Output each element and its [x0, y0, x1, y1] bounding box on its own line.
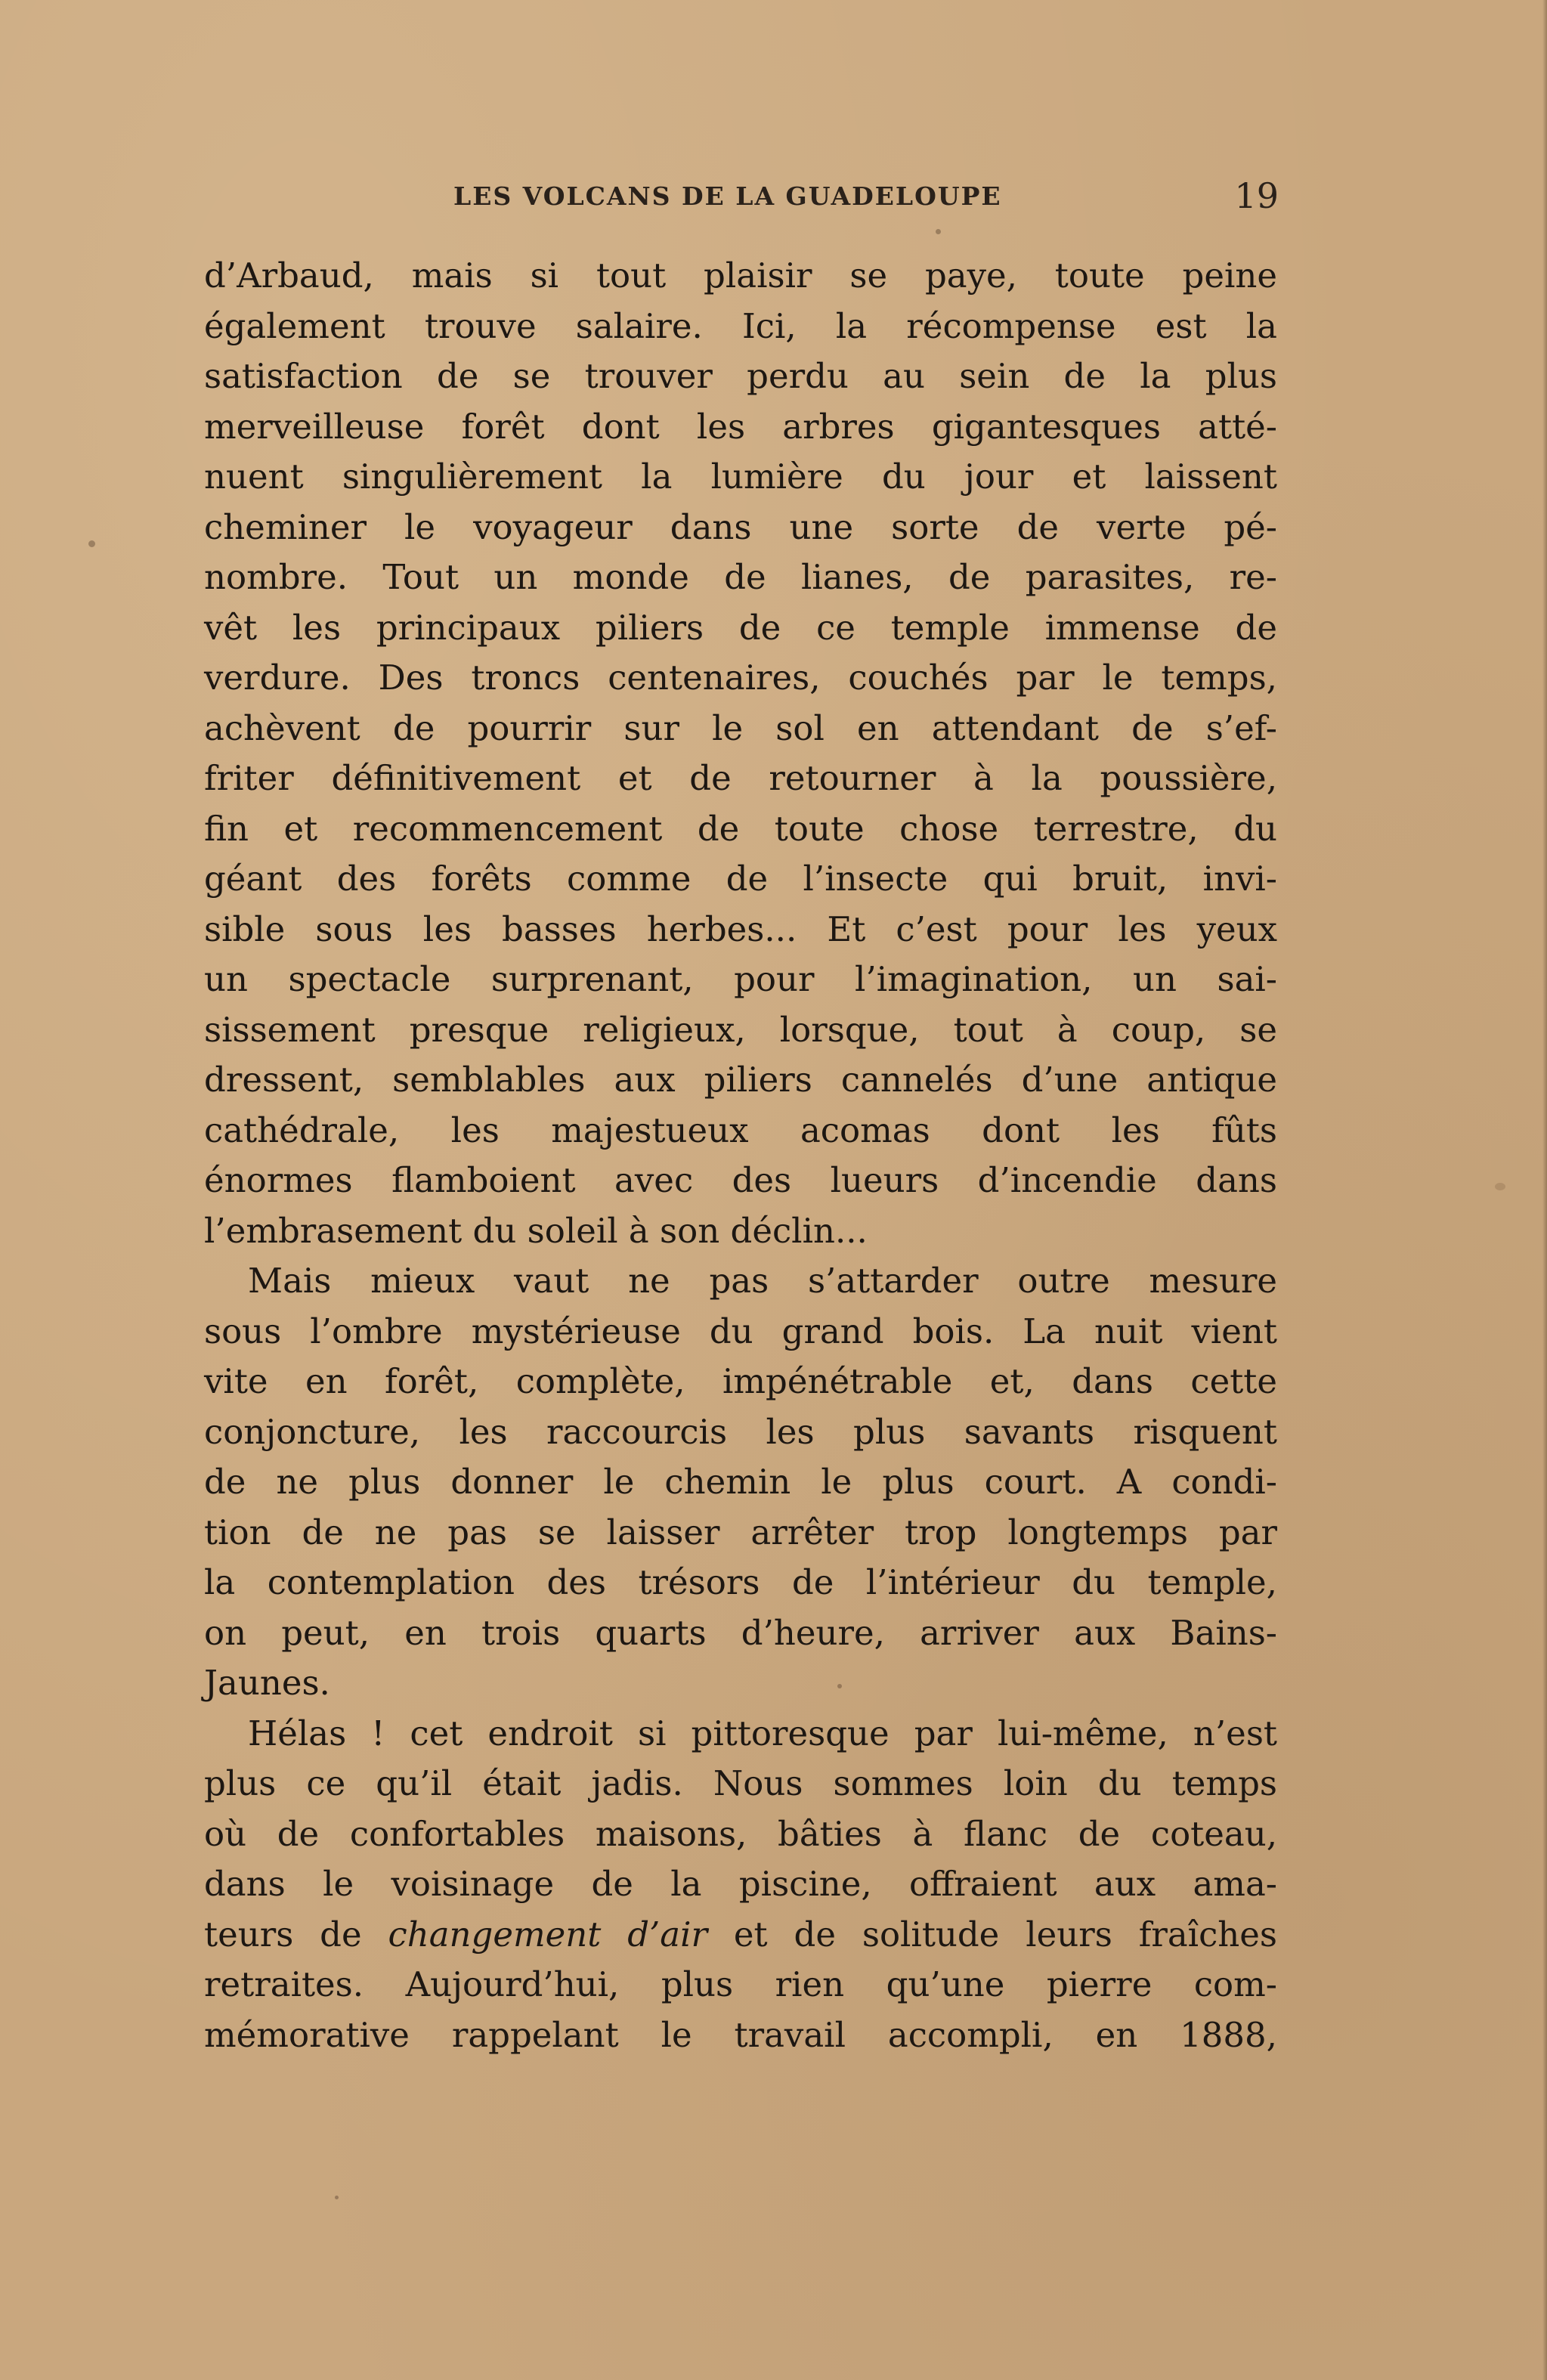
- text-line: vite en forêt, complète, impénétrable et, dans cette: [204, 1361, 1277, 1401]
- text-line: nombre. Tout un monde de lianes, de parasites, re-: [204, 557, 1277, 597]
- text-line: d’Arbaud, mais si tout plaisir se paye, toute peine: [204, 255, 1277, 296]
- text-line: on peut, en trois quarts d’heure, arriver aux Bains-: [204, 1612, 1277, 1653]
- text-line: sissement presque religieux, lorsque, tout à coup, se: [204, 1009, 1277, 1050]
- text-line: tion de ne pas se laisser arrêter trop longtemps par: [204, 1512, 1277, 1552]
- text-line: dressent, semblables aux piliers cannelés d’une antique: [204, 1060, 1277, 1100]
- text-line: teurs de changement d’air et de solitude leurs fraîches: [204, 1914, 1277, 1954]
- paper-speck: [936, 229, 941, 234]
- text-line: cathédrale, les majestueux acomas dont les fûts: [204, 1110, 1277, 1150]
- text-line: un spectacle surprenant, pour l’imagination, un sai-: [204, 959, 1277, 999]
- text-line: satisfaction de se trouver perdu au sein de la plus: [204, 356, 1277, 396]
- text-line: plus ce qu’il était jadis. Nous sommes loin du temps: [204, 1763, 1277, 1803]
- text-line: fin et recommencement de toute chose terrestre, du: [204, 808, 1277, 849]
- text-line: mémorative rappelant le travail accompli, en 1888,: [204, 2014, 1277, 2055]
- text-line: où de confortables maisons, bâties à flanc de coteau,: [204, 1813, 1277, 1854]
- text-line: Jaunes.: [204, 1663, 330, 1703]
- page-header: [204, 175, 1279, 221]
- text-line: verdure. Des troncs centenaires, couchés par le temps,: [204, 658, 1277, 698]
- text-line: vêt les principaux piliers de ce temple immense de: [204, 607, 1277, 648]
- paper-speck: [1495, 1183, 1505, 1190]
- text-line: la contemplation des trésors de l’intérieur du temple,: [204, 1562, 1277, 1602]
- text-line: sous l’ombre mystérieuse du grand bois. La nuit vient: [204, 1311, 1277, 1351]
- text-line: retraites. Aujourd’hui, plus rien qu’une pierre com-: [204, 1964, 1277, 2004]
- text-line: conjoncture, les raccourcis les plus savants risquent: [204, 1411, 1277, 1452]
- text-line: merveilleuse forêt dont les arbres gigantesques atté-: [204, 406, 1277, 447]
- paper-speck: [88, 540, 95, 547]
- paper-speck: [837, 1684, 842, 1688]
- text-line: friter définitivement et de retourner à la poussière,: [204, 758, 1277, 798]
- text-line: géant des forêts comme de l’insecte qui bruit, invi-: [204, 859, 1277, 899]
- text-line: cheminer le voyageur dans une sorte de verte pé-: [204, 506, 1277, 547]
- text-line: l’embrasement du soleil à son déclin...: [204, 1210, 868, 1251]
- text-line: de ne plus donner le chemin le plus court. A condi-: [204, 1462, 1277, 1502]
- body-text: [204, 251, 1277, 2060]
- italic-phrase: changement d’air: [388, 1914, 708, 1954]
- text-line: nuent singulièrement la lumière du jour et laissent: [204, 457, 1277, 497]
- page-edge-shadow: [1542, 0, 1547, 2380]
- paper-speck: [335, 2196, 339, 2199]
- text-line: dans le voisinage de la piscine, offraient aux ama-: [204, 1864, 1277, 1904]
- text-line: également trouve salaire. Ici, la récompense est la: [204, 305, 1277, 346]
- text-line: Hélas ! cet endroit si pittoresque par lui-même, n’est: [248, 1713, 1277, 1753]
- text-line: Mais mieux vaut ne pas s’attarder outre mesure: [248, 1261, 1277, 1301]
- text-line: énormes flamboient avec des lueurs d’incendie dans: [204, 1160, 1277, 1200]
- page-number: 19: [1234, 175, 1279, 216]
- text-line: sible sous les basses herbes... Et c’est pour les yeux: [204, 908, 1277, 949]
- text-line: achèvent de pourrir sur le sol en attendant de s’ef-: [204, 707, 1277, 748]
- running-title: LES VOLCANS DE LA GUADELOUPE: [453, 181, 1002, 211]
